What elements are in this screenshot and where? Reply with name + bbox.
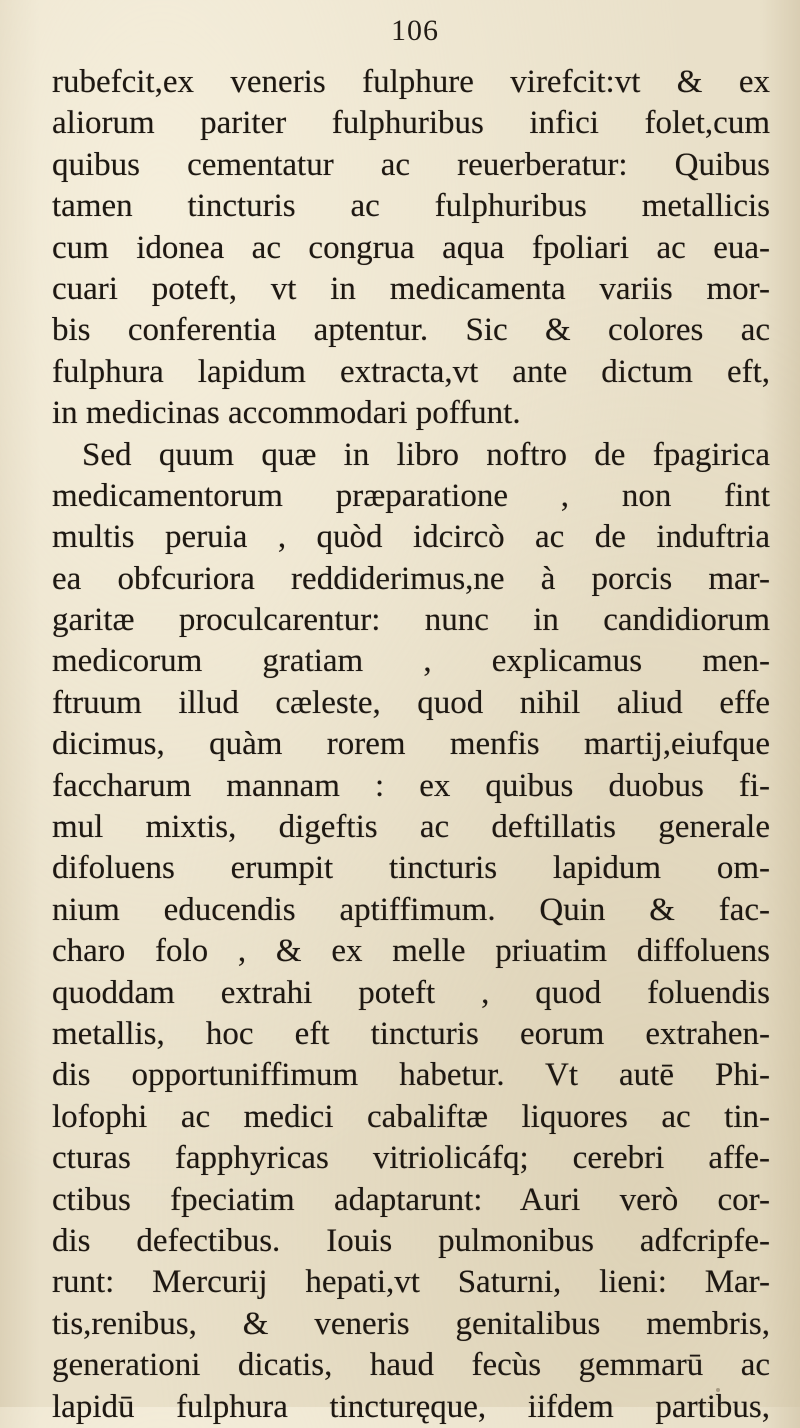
page-number: 106 [391,14,439,47]
text-line: bis conferentia aptentur. Sic & colores ac [52,312,770,349]
text-line: metallis, hoc eft tincturis eorum extrahen- [52,1015,770,1052]
text-line: mul mixtis, digeftis ac deftillatis generale [52,809,770,846]
text-line: dis defectibus. Iouis pulmonibus adfcripfe- [52,1222,770,1259]
text-line: medicorum gratiam , explicamus men- [52,643,770,680]
text-line: multis peruia , quòd idcircò ac de induftria [52,519,770,556]
text-line: cturas fapphyricas vitriolicáfq; cerebri affe- [52,1140,770,1177]
text-line: medicamentorum præparatione , non fint [52,477,770,514]
text-line: tamen tincturis ac fulphuribus metallicis [52,188,770,225]
text-line: in medicinas accommodari poffunt. [52,395,521,432]
text-line: lofophi ac medici cabaliftæ liquores ac tin- [52,1098,770,1135]
text-line: dis opportuniffimum habetur. Vt autē Phi- [52,1057,770,1094]
text-line: difoluens erumpit tincturis lapidum om- [52,850,770,887]
text-line: runt: Mercurij hepati,vt Saturni, lieni: Mar- [52,1264,770,1301]
text-line: quibus cementatur ac reuerberatur: Quibus [52,146,770,183]
text-line: faccharum mannam : ex quibus duobus fi- [52,767,770,804]
text-line: cum idonea ac congrua aqua fpoliari ac eua- [52,229,770,266]
text-line: generationi dicatis, haud fecùs gemmarū ac [52,1347,770,1384]
text-line: tis,renibus, & veneris genitalibus membris, [52,1305,770,1342]
text-line: dicimus, quàm rorem menfis martij,eiufque [52,726,770,763]
text-line: ctibus fpeciatim adaptarunt: Auri verò cor- [52,1181,770,1218]
text-line: charo folo , & ex melle priuatim diffoluens [52,933,770,970]
text-line: garitæ proculcarentur: nunc in candidiorum [52,602,770,639]
text-line: quoddam extrahi poteft , quod foluendis [52,974,770,1011]
ink-speck [716,1388,720,1392]
text-line: rubefcit,ex veneris fulphure virefcit:vt & ex [52,64,770,100]
text-line: lapidū fulphura tincturęque, iifdem partibus, [52,1388,770,1425]
text-line: ftruum illud cæleste, quod nihil aliud effe [52,684,770,721]
text-line: Sed quum quæ in libro noftro de fpagirica [82,436,770,473]
text-line: cuari poteft, vt in medicamenta variis mor- [52,270,770,307]
text-line: aliorum pariter fulphuribus infici folet,cum [52,105,770,142]
text-line: nium educendis aptiffimum. Quin & fac- [52,891,770,928]
text-line: ea obfcuriora reddiderimus,ne à porcis mar- [52,560,770,597]
body-text [52,62,770,1428]
text-line: fulphura lapidum extracta,vt ante dictum eft, [52,353,770,390]
